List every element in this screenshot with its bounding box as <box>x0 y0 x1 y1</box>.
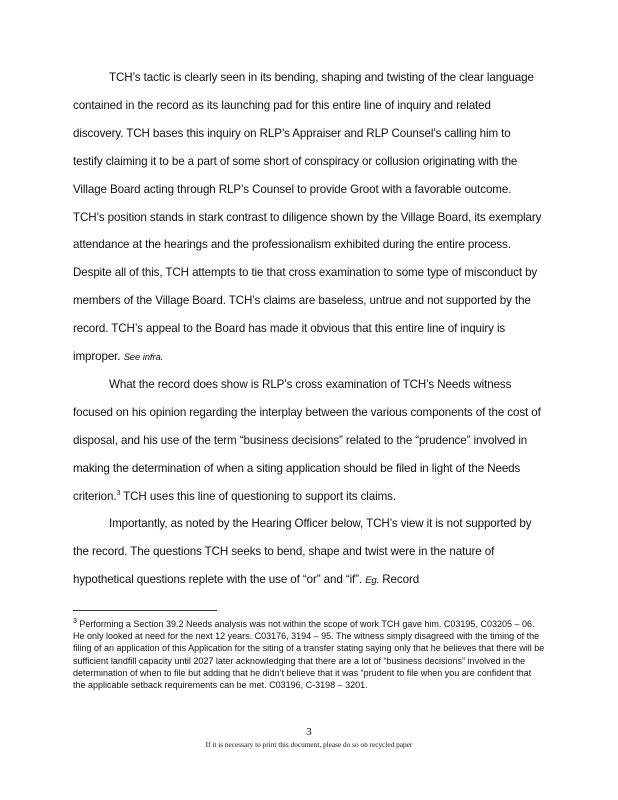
footnote-3 <box>73 618 545 691</box>
body-paragraph-1 <box>73 64 543 372</box>
footnote-separator <box>73 610 217 611</box>
body-paragraph-3 <box>73 510 543 595</box>
recycle-notice: If it is necessary to print this document, please do so on recycled paper <box>205 740 413 749</box>
body-paragraph-2 <box>73 371 543 511</box>
paragraph-3-text: Importantly, as noted by the Hearing Officer below, TCH’s view it is not supported by the record. The questions TCH seeks to bend, shape and twist were in the nature of hypothetical questions replete with the use of “or” and “if”. <box>73 517 532 586</box>
footnote-marker: 3 <box>73 618 77 625</box>
paragraph-1-text: TCH’s tactic is clearly seen in its bending, shaping and twisting of the clear language contained in the record as its launching pad for this entire line of inquiry and related discovery. TCH bases this inquiry on RLP’s Appraiser and RLP Counsel’s calling him to testify claiming it to be a part of some short of conspiracy or collusion originating with the Village Board acting through RLP’s Counsel to provide Groot with a favorable outcome. TCH’s position stands in stark contrast to diligence shown by the Village Board, its exemplary attendance at the hearings and the professionalism exhibited during the entire process. Despite all of this, TCH attempts to tie that cross examination to some type of misconduct by members of the Village Board. TCH’s claims are baseless, untrue and not supported by the record. TCH’s appeal to the Board has made it obvious that this entire line of inquiry is improper. <box>73 71 542 364</box>
paragraph-2-tail: TCH uses this line of questioning to support its claims. <box>120 489 396 503</box>
footnote-reference-3[interactable]: 3 <box>116 489 121 497</box>
eg-citation: Eg. <box>365 574 380 586</box>
see-infra-citation: See infra. <box>123 352 164 364</box>
page-number: 3 <box>306 726 312 738</box>
paragraph-2-text: What the record does show is RLP’s cross examination of TCH’s Needs witness focused on his opinion regarding the interplay between the various components of the cost of disposal, and his use of the term “business decisions” related to the “prudence” involved in making the determination of when a siting application should be filed in light of the Needs criterion. <box>73 378 541 503</box>
footnote-text: Performing a Section 39.2 Needs analysis was not within the scope of work TCH gave him. C03195, C03205 – 06. He only looked at need for the next 12 years. C03176, 3194 – 95. The witness simply disagreed with the timing of the filing of an application of this Application for the siting of a transfer stating saying only that he believes that there will be sufficient landfill capacity until 2027 later acknowledging that there are a lot of “business decisions” involved in the determination of when to file but adding that he didn’t believe that it was “prudent to file when you are confident that the applicable setback requirements can be met. C03196, C-3198 – 3201. <box>73 619 545 691</box>
paragraph-3-tail: Record <box>379 572 420 586</box>
